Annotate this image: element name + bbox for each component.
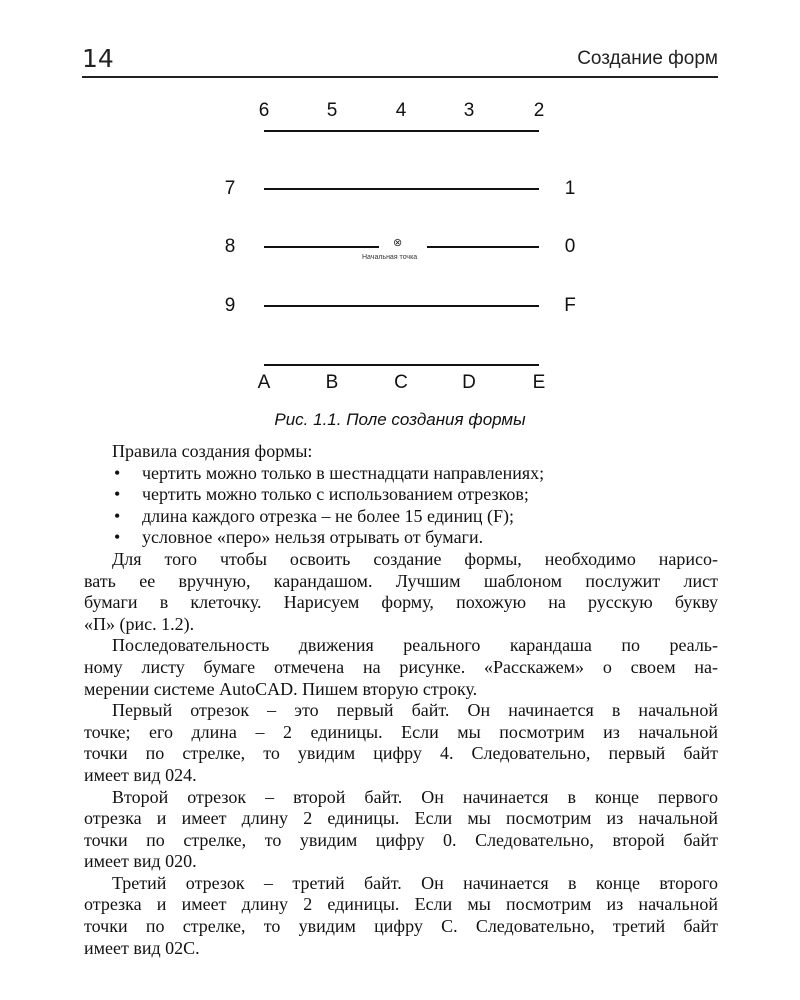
direction-label-4: 4 <box>395 100 407 121</box>
start-point-icon: ⊗ <box>393 237 403 249</box>
page-number: 14 <box>82 44 114 73</box>
direction-label-3: 3 <box>463 100 475 121</box>
paragraph-line: Последовательность движения реального карандаша по реаль- <box>112 635 718 656</box>
rule-item: • условное «перо» нельзя отрывать от бумаги. <box>112 527 718 549</box>
direction-label-D: D <box>462 372 476 393</box>
figure-shape-field <box>0 0 800 440</box>
direction-label-8: 8 <box>224 236 236 257</box>
direction-label-E: E <box>532 372 546 393</box>
paragraph-line: точки по стрелке, то увидим цифру 4. Следовательно, первый байт <box>84 743 718 764</box>
field-line-bottom <box>264 364 539 366</box>
paragraph-line: имеет вид 020. <box>84 851 197 872</box>
paragraph-line: «П» (рис. 1.2). <box>84 613 195 634</box>
body-text <box>84 441 718 959</box>
rule-item: • длина каждого отрезка – не более 15 единиц (F); <box>112 506 718 528</box>
direction-label-C: C <box>394 372 408 393</box>
paragraph-line: точки по стрелке, то увидим цифру 0. Следовательно, второй байт <box>84 829 718 850</box>
paragraph-line: точке; его длина – 2 единицы. Если мы посмотрим из начальной <box>84 721 718 742</box>
paragraph-line: бумаги в клеточку. Нарисуем форму, похожую на русскую букву <box>84 592 718 613</box>
rules-heading: Правила создания формы: <box>112 441 313 461</box>
paragraph-line: вать ее вручную, карандашом. Лучшим шаблоном послужит лист <box>84 570 718 591</box>
rules-list <box>112 463 718 549</box>
paragraph-line: имеет вид 024. <box>84 764 197 785</box>
paragraph-line: точки по стрелке, то увидим цифру С. Следовательно, третий байт <box>84 916 718 937</box>
direction-label-F: F <box>564 295 576 316</box>
paragraph-1 <box>84 549 718 635</box>
figure-caption: Рис. 1.1. Поле создания формы <box>274 410 526 429</box>
paragraph-3 <box>84 700 718 786</box>
paragraph-line: Первый отрезок – это первый байт. Он начинается в начальной <box>112 700 718 721</box>
paragraph-line: отрезка и имеет длину 2 единицы. Если мы посмотрим из начальной <box>84 894 718 915</box>
field-line-row-9 <box>264 305 539 307</box>
paragraph-line: Второй отрезок – второй байт. Он начинается в конце первого <box>112 786 718 807</box>
paragraph-line: Для того чтобы освоить создание формы, необходимо нарисо- <box>112 548 718 569</box>
paragraph-2 <box>84 635 718 700</box>
direction-label-5: 5 <box>326 100 338 121</box>
paragraph-line: мерении системе AutoCAD. Пишем вторую строку. <box>84 678 478 699</box>
direction-label-B: B <box>325 372 339 393</box>
direction-label-9: 9 <box>224 295 236 316</box>
direction-label-2: 2 <box>533 100 545 121</box>
paragraph-line: Третий отрезок – третий байт. Он начинается в конце второго <box>112 872 718 893</box>
paragraph-line: отрезка и имеет длину 2 единицы. Если мы посмотрим из начальной <box>84 808 718 829</box>
paragraph-4 <box>84 787 718 873</box>
direction-label-1: 1 <box>564 178 576 199</box>
rule-item: • чертить можно только с использованием отрезков; <box>112 484 718 506</box>
running-title: Создание форм <box>577 48 718 69</box>
field-line-row-8-left <box>264 246 379 248</box>
paragraph-line: имеет вид 02С. <box>84 937 200 958</box>
direction-label-7: 7 <box>224 178 236 199</box>
field-line-top <box>264 130 539 132</box>
rule-item: • чертить можно только в шестнадцати направлениях; <box>112 463 718 485</box>
direction-label-A: A <box>257 372 271 393</box>
field-line-row-7 <box>264 188 539 190</box>
paragraph-line: ному листу бумаге отмечена на рисунке. «Расскажем» о своем на- <box>84 656 718 677</box>
direction-label-0: 0 <box>564 236 576 257</box>
start-point-label: Начальная точка <box>362 254 418 261</box>
paragraph-5 <box>84 873 718 959</box>
direction-label-6: 6 <box>258 100 270 121</box>
field-line-row-8-right <box>427 246 539 248</box>
